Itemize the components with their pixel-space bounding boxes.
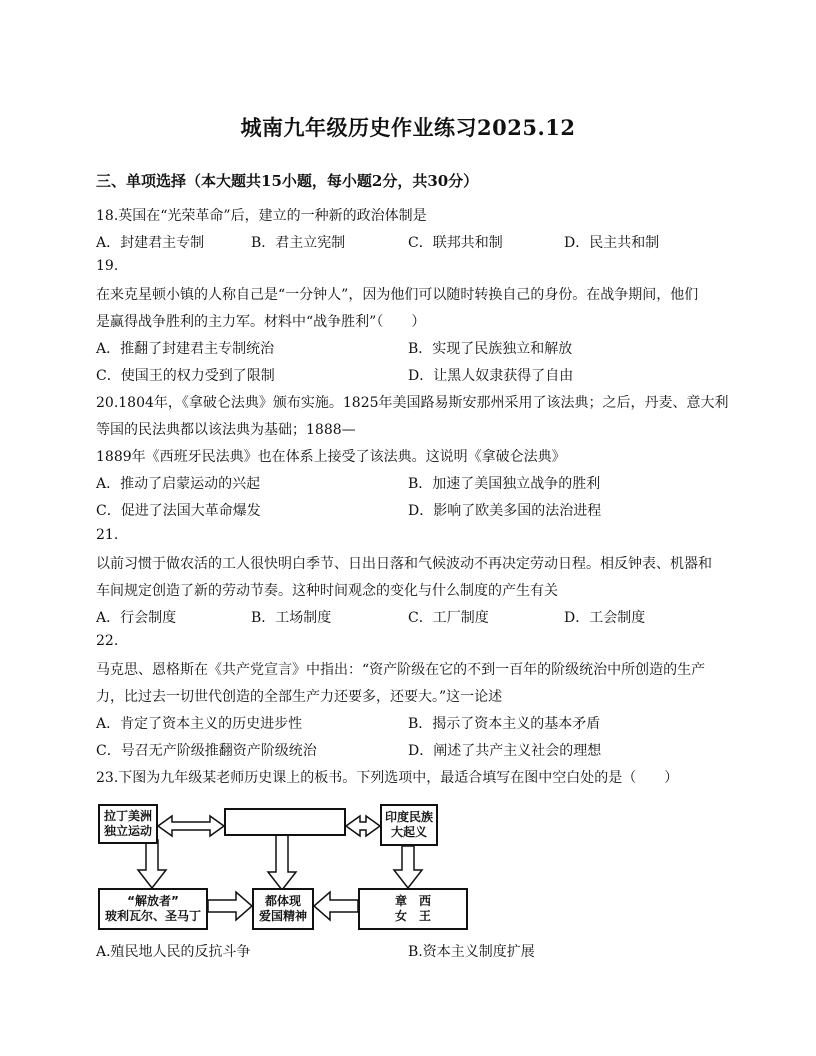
q19-stem-line1: 在来克星顿小镇的人称自己是“一分钟人”，因为他们可以随时转换自己的身份。在战争期间，他们 [96, 287, 699, 303]
queen-label-line1: 章 西 [394, 894, 431, 908]
q21-number: 21. [96, 527, 119, 543]
right-double-arrow [346, 816, 380, 836]
down-arrow-center [268, 834, 296, 890]
q19-option-b: B．实现了民族独立和解放 [408, 341, 573, 357]
q19-stem-line2: 是赢得战争胜利的主力军。材料中“战争胜利”（ ） [96, 314, 426, 330]
q23-stem: 23.下图为九年级某老师历史课上的板书。下列选项中，最适合填写在图中空白处的是（ ） [96, 770, 679, 786]
q18-option-a: A．封建君主专制 [96, 235, 205, 251]
q23-option-a: A.殖民地人民的反抗斗争 [96, 944, 251, 960]
q18-stem: 18.英国在“光荣革命”后，建立的一种新的政治体制是 [96, 208, 427, 224]
patriotism-box [252, 888, 314, 930]
q21-option-a: A．行会制度 [96, 610, 177, 626]
q19-number: 19. [96, 258, 119, 274]
blank-box [224, 808, 346, 836]
india-label-line1: 印度民族 [384, 810, 433, 824]
q20-stem-line2: 等国的民法典都以该法典为基础；1888— [96, 422, 356, 438]
q21-option-d: D．工会制度 [564, 610, 646, 626]
q19-option-d: D．让黑人奴隶获得了自由 [408, 368, 574, 384]
queen-box [358, 888, 468, 930]
q21-option-b: B．工场制度 [251, 610, 332, 626]
patriotism-label-line1: 都体现 [264, 894, 301, 908]
q22-stem-line1: 马克思、恩格斯在《共产党宣言》中指出：“资产阶级在它的不到一百年的阶级统治中所创造的生产 [96, 662, 706, 678]
latin-america-box [98, 804, 158, 844]
liberator-label-line1: “解放者” [127, 894, 179, 908]
q22-option-a: A．肯定了资本主义的历史进步性 [96, 716, 303, 732]
liberator-box [98, 888, 208, 930]
q22-option-d: D．阐述了共产主义社会的理想 [408, 743, 602, 759]
q22-stem-line2: 力，比过去一切世代创造的全部生产力还要多，还要大。”这一论述 [96, 689, 503, 705]
latin-label-line1: 拉丁美洲 [103, 809, 152, 823]
q22-option-b: B．揭示了资本主义的基本矛盾 [408, 716, 601, 732]
q20-option-a: A．推动了启蒙运动的兴起 [96, 476, 261, 492]
india-uprising-box [380, 804, 438, 846]
q22-number: 22. [96, 633, 119, 649]
q20-option-c: C．促进了法国大革命爆发 [96, 503, 261, 519]
left-double-arrow [158, 816, 224, 836]
q18-option-d: D．民主共和制 [564, 235, 660, 251]
down-arrow-right [394, 846, 422, 888]
queen-label-line2: 女 王 [394, 909, 431, 923]
q19-option-a: A．推翻了封建君主专制统治 [96, 341, 275, 357]
q20-option-b: B．加速了美国独立战争的胜利 [408, 476, 601, 492]
blackboard-diagram [96, 796, 476, 936]
q20-stem-line3: 1889年《西班牙民法典》也在体系上接受了该法典。这说明《拿破仑法典》 [96, 449, 566, 465]
down-arrow-left [138, 840, 166, 888]
q19-option-c: C．使国王的权力受到了限制 [96, 368, 275, 384]
left-arrow-into-center [314, 892, 358, 920]
liberator-label-line2: 玻利瓦尔、圣马丁 [104, 909, 201, 923]
q21-option-c: C．工厂制度 [408, 610, 489, 626]
q20-option-d: D．影响了欧美多国的法治进程 [408, 503, 602, 519]
q21-stem-line1: 以前习惯于做农活的工人很快明白季节、日出日落和气候波动不再决定劳动日程。相反钟表、机器和 [96, 556, 712, 572]
page-title: 城南九年级历史作业练习2025.12 [240, 115, 576, 140]
q20-stem-line1: 20.1804年，《拿破仑法典》颁布实施。1825年美国路易斯安那州采用了该法典；之后，丹麦、意大利 [96, 395, 729, 411]
q18-option-b: B．君主立宪制 [251, 235, 346, 251]
right-arrow-into-center [208, 892, 252, 920]
q22-option-c: C．号召无产阶级推翻资产阶级统治 [96, 743, 317, 759]
section-heading: 三、单项选择（本大题共15小题，每小题2分，共30分） [96, 172, 479, 190]
q23-option-b: B.资本主义制度扩展 [408, 944, 535, 960]
india-label-line2: 大起义 [390, 825, 427, 839]
q21-stem-line2: 车间规定创造了新的劳动节奏。这种时间观念的变化与什么制度的产生有关 [96, 583, 558, 599]
latin-label-line2: 独立运动 [103, 824, 152, 838]
patriotism-label-line2: 爱国精神 [258, 909, 307, 923]
q18-option-c: C．联邦共和制 [408, 235, 503, 251]
